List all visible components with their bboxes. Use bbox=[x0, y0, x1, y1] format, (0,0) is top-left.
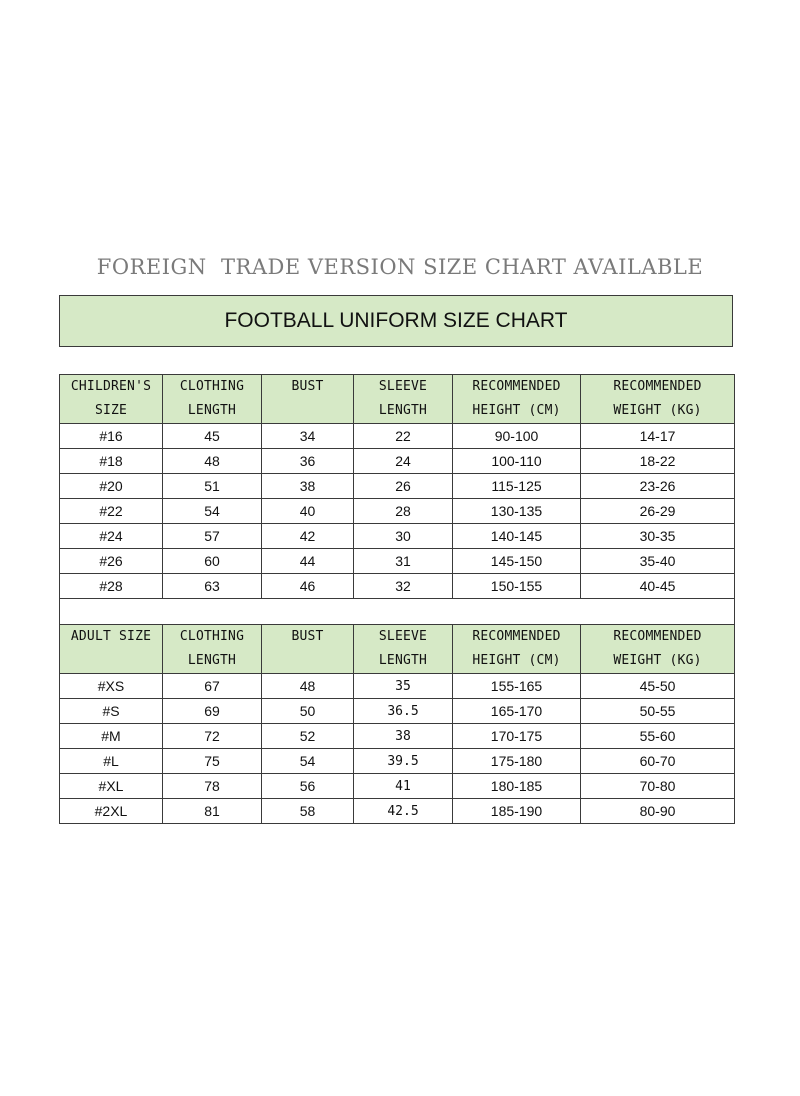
table-cell: 57 bbox=[163, 524, 262, 549]
table-cell: 180-185 bbox=[453, 774, 581, 799]
table-cell: 70-80 bbox=[581, 774, 735, 799]
table-cell: 140-145 bbox=[453, 524, 581, 549]
table-cell: 75 bbox=[163, 749, 262, 774]
chart-title: FOOTBALL UNIFORM SIZE CHART bbox=[224, 309, 568, 332]
table-cell: 50-55 bbox=[581, 699, 735, 724]
table-cell: #L bbox=[60, 749, 163, 774]
column-header-line: RECOMMENDED bbox=[472, 379, 561, 394]
table-cell: 48 bbox=[163, 449, 262, 474]
column-header bbox=[163, 625, 262, 674]
table-row bbox=[60, 424, 735, 449]
table-cell: 58 bbox=[262, 799, 354, 824]
table-cell: 56 bbox=[262, 774, 354, 799]
column-header bbox=[262, 625, 354, 674]
table-cell: 69 bbox=[163, 699, 262, 724]
section-spacer bbox=[60, 599, 735, 625]
column-header-line bbox=[262, 399, 353, 423]
table-cell: 67 bbox=[163, 674, 262, 699]
table-cell: 39.5 bbox=[354, 749, 453, 774]
table-cell: #24 bbox=[60, 524, 163, 549]
table-cell: 54 bbox=[163, 499, 262, 524]
table-cell: 115-125 bbox=[453, 474, 581, 499]
table-cell: 23-26 bbox=[581, 474, 735, 499]
column-header-line: HEIGHT (CM) bbox=[472, 653, 561, 668]
column-header-line: SIZE bbox=[94, 403, 128, 418]
table-cell: 130-135 bbox=[453, 499, 581, 524]
table-cell: 72 bbox=[163, 724, 262, 749]
table-cell: 26 bbox=[354, 474, 453, 499]
table-cell: 36 bbox=[262, 449, 354, 474]
table-cell: #18 bbox=[60, 449, 163, 474]
column-header-line: BUST bbox=[291, 629, 324, 644]
column-header bbox=[581, 375, 735, 424]
column-header bbox=[354, 375, 453, 424]
table-cell: 46 bbox=[262, 574, 354, 599]
column-header-line: SLEEVE bbox=[378, 629, 428, 644]
table-row bbox=[60, 449, 735, 474]
column-header bbox=[60, 375, 163, 424]
table-cell: 54 bbox=[262, 749, 354, 774]
table-cell: #XS bbox=[60, 674, 163, 699]
table-cell: 45 bbox=[163, 424, 262, 449]
adult-header-row bbox=[60, 625, 735, 674]
column-header-line: LENGTH bbox=[378, 403, 428, 418]
table-cell: 165-170 bbox=[453, 699, 581, 724]
table-row bbox=[60, 549, 735, 574]
column-header-line: CLOTHING bbox=[179, 379, 245, 394]
table-cell: 175-180 bbox=[453, 749, 581, 774]
table-cell: 60 bbox=[163, 549, 262, 574]
column-header bbox=[163, 375, 262, 424]
table-cell: #S bbox=[60, 699, 163, 724]
table-cell: 18-22 bbox=[581, 449, 735, 474]
table-cell: 38 bbox=[354, 724, 453, 749]
table-cell: #XL bbox=[60, 774, 163, 799]
column-header-line: BUST bbox=[291, 379, 324, 394]
table-cell: 51 bbox=[163, 474, 262, 499]
table-row bbox=[60, 699, 735, 724]
column-header-line: WEIGHT (KG) bbox=[613, 653, 702, 668]
table-row bbox=[60, 524, 735, 549]
table-cell: 185-190 bbox=[453, 799, 581, 824]
table-cell: 24 bbox=[354, 449, 453, 474]
table-cell: 150-155 bbox=[453, 574, 581, 599]
table-cell: 44 bbox=[262, 549, 354, 574]
table-cell: 42.5 bbox=[354, 799, 453, 824]
column-header bbox=[354, 625, 453, 674]
table-row bbox=[60, 774, 735, 799]
column-header-line bbox=[262, 649, 353, 673]
table-cell: 22 bbox=[354, 424, 453, 449]
table-cell: 100-110 bbox=[453, 449, 581, 474]
table-row bbox=[60, 799, 735, 824]
column-header-line: RECOMMENDED bbox=[613, 629, 702, 644]
table-cell: 42 bbox=[262, 524, 354, 549]
table-cell: 35-40 bbox=[581, 549, 735, 574]
table-cell: 170-175 bbox=[453, 724, 581, 749]
spacer-cell bbox=[60, 599, 735, 625]
column-header-line: SLEEVE bbox=[378, 379, 428, 394]
column-header bbox=[262, 375, 354, 424]
column-header-line: CLOTHING bbox=[179, 629, 245, 644]
column-header-line: LENGTH bbox=[187, 403, 237, 418]
table-cell: #16 bbox=[60, 424, 163, 449]
table-cell: 90-100 bbox=[453, 424, 581, 449]
table-cell: 145-150 bbox=[453, 549, 581, 574]
column-header-line: HEIGHT (CM) bbox=[472, 403, 561, 418]
table-row bbox=[60, 674, 735, 699]
column-header bbox=[453, 625, 581, 674]
chart-title-banner bbox=[59, 295, 733, 347]
table-cell: 40 bbox=[262, 499, 354, 524]
table-cell: 50 bbox=[262, 699, 354, 724]
table-cell: 41 bbox=[354, 774, 453, 799]
table-cell: 155-165 bbox=[453, 674, 581, 699]
column-header-line: LENGTH bbox=[378, 653, 428, 668]
table-row bbox=[60, 574, 735, 599]
table-cell: 36.5 bbox=[354, 699, 453, 724]
column-header-line: CHILDREN'S bbox=[70, 379, 152, 394]
table-cell: 28 bbox=[354, 499, 453, 524]
column-header-line: LENGTH bbox=[187, 653, 237, 668]
table-cell: 14-17 bbox=[581, 424, 735, 449]
table-cell: 30 bbox=[354, 524, 453, 549]
table-cell: 35 bbox=[354, 674, 453, 699]
table-cell: #28 bbox=[60, 574, 163, 599]
table-cell: 63 bbox=[163, 574, 262, 599]
column-header-line: RECOMMENDED bbox=[472, 629, 561, 644]
table-cell: 40-45 bbox=[581, 574, 735, 599]
column-header-line bbox=[60, 649, 162, 673]
table-cell: 60-70 bbox=[581, 749, 735, 774]
table-cell: 38 bbox=[262, 474, 354, 499]
column-header bbox=[60, 625, 163, 674]
children-header-row bbox=[60, 375, 735, 424]
table-cell: 34 bbox=[262, 424, 354, 449]
table-cell: #20 bbox=[60, 474, 163, 499]
table-cell: 45-50 bbox=[581, 674, 735, 699]
page-heading: FOREIGN TRADE VERSION SIZE CHART AVAILABLE bbox=[96, 255, 704, 279]
column-header bbox=[453, 375, 581, 424]
table-row bbox=[60, 499, 735, 524]
column-header bbox=[581, 625, 735, 674]
table-cell: 26-29 bbox=[581, 499, 735, 524]
table-cell: #22 bbox=[60, 499, 163, 524]
table-cell: 48 bbox=[262, 674, 354, 699]
table-row bbox=[60, 749, 735, 774]
column-header-line: ADULT SIZE bbox=[70, 629, 152, 644]
table-cell: 80-90 bbox=[581, 799, 735, 824]
table-cell: #2XL bbox=[60, 799, 163, 824]
table-cell: 32 bbox=[354, 574, 453, 599]
column-header-line: WEIGHT (KG) bbox=[613, 403, 702, 418]
table-cell: 81 bbox=[163, 799, 262, 824]
table-cell: 31 bbox=[354, 549, 453, 574]
table-row bbox=[60, 724, 735, 749]
column-header-line: RECOMMENDED bbox=[613, 379, 702, 394]
table-cell: 30-35 bbox=[581, 524, 735, 549]
table-cell: 52 bbox=[262, 724, 354, 749]
table-cell: #M bbox=[60, 724, 163, 749]
size-chart-table bbox=[59, 374, 735, 824]
table-cell: 55-60 bbox=[581, 724, 735, 749]
table-row bbox=[60, 474, 735, 499]
table-cell: #26 bbox=[60, 549, 163, 574]
table-cell: 78 bbox=[163, 774, 262, 799]
